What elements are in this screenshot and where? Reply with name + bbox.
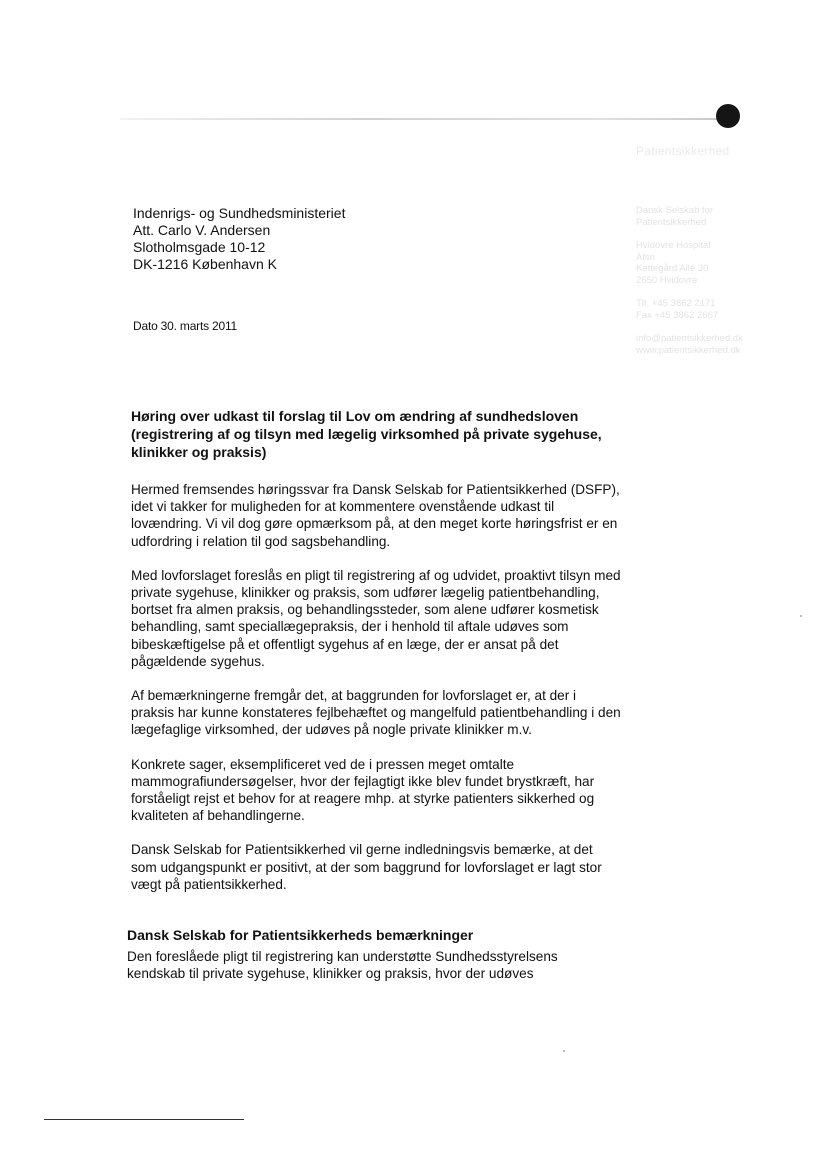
scan-speck (800, 615, 802, 617)
section-heading: Dansk Selskab for Patientsikkerheds bemærkninger (127, 927, 474, 943)
letter-body (131, 481, 621, 910)
sidebar-line: Tlf. +45 3862 2171 (636, 298, 716, 309)
sidebar-line: info@patientsikkerhed.dk (636, 333, 743, 344)
logo-text: Patientsikkerhed (636, 144, 730, 158)
sidebar-line: Dansk Selskab for (636, 205, 714, 216)
address-line: Att. Carlo V. Andersen (133, 222, 271, 238)
body-paragraph: Dansk Selskab for Patientsikkerhed vil gerne indledningsvis bemærke, at det som udgangspunkt er positivt, at der som baggrund for lovforslaget er lagt stor vægt på patientsikkerhed. (131, 842, 602, 892)
sender-address (636, 240, 786, 286)
sender-web (636, 333, 786, 356)
sender-phone (636, 298, 786, 321)
letter-date: Dato 30. marts 2011 (133, 319, 238, 333)
body-paragraph: Med lovforslaget foreslås en pligt til registrering af og udvidet, proaktivt tilsyn med private sygehuse, klinikker og praksis, som udfører lægelig patientbehandling, bortset fra almen praksis, og behandlingssteder, som alene udfører kosmetisk behandling, samt speciallægepraksis, der i henhold til aftale udøves som bibeskæftigelse på et offentligt sygehus af en læge, der er ansat på det pågældende sygehus. (131, 567, 621, 669)
logo-dot-icon (716, 104, 740, 128)
section-text: Den foreslåede pligt til registrering kan understøtte Sundhedsstyrelsens kendskab til private sygehuse, klinikker og praksis, hvor der udøves (127, 949, 558, 982)
sidebar-line: Fax +45 3862 2667 (636, 309, 719, 321)
address-line: Indenrigs- og Sundhedsministeriet (133, 205, 346, 221)
scan-speck (563, 1050, 565, 1052)
recipient-address (133, 205, 345, 273)
sidebar-line: Hvidovre Hospital (636, 240, 711, 251)
sidebar-line: 2650 Hvidovre (636, 274, 698, 286)
sidebar-line: Afsn (636, 251, 656, 263)
letter-subject: Høring over udkast til forslag til Lov om ændring af sundhedsloven (registrering af og tilsyn med lægelig virksomhed på private sygehuse, klinikker og praksis) (131, 408, 602, 460)
footer-rule (44, 1119, 244, 1120)
header-rule (120, 118, 725, 120)
sender-org (636, 205, 786, 228)
body-paragraph: Af bemærkningerne fremgår det, at baggrunden for lovforslaget er, at der i praksis har kunne konstateres fejlbehæftet og mangelfuld patientbehandling i den lægefaglige virksomhed, der udøves på nogle private klinikker m.v. (131, 688, 621, 738)
sender-sidebar (636, 205, 786, 368)
sidebar-line: www.patientsikkerhed.dk (636, 344, 741, 356)
address-line: Slotholmsgade 10-12 (133, 239, 266, 255)
sidebar-line: Patientsikkerhed (636, 216, 707, 228)
body-paragraph: Hermed fremsendes høringssvar fra Dansk Selskab for Patientsikkerhed (DSFP), idet vi takker for muligheden for at kommentere ovenstående udkast til lovændring. Vi vil dog gøre opmærksom på, at den meget korte høringsfrist er en udfordring i relation til god sagsbehandling. (131, 482, 620, 549)
address-line: DK-1216 København K (133, 256, 277, 272)
sidebar-line: Kettegård Allé 30 (636, 263, 709, 274)
body-paragraph: Konkrete sager, eksemplificeret ved de i pressen meget omtalte mammografiundersøgelser, hvor der fejlagtigt ikke blev fundet brystkræft, har forståeligt rejst et behov for at reagere mhp. at styrke patienters sikkerhed og kvaliteten af behandlingerne. (131, 756, 595, 824)
